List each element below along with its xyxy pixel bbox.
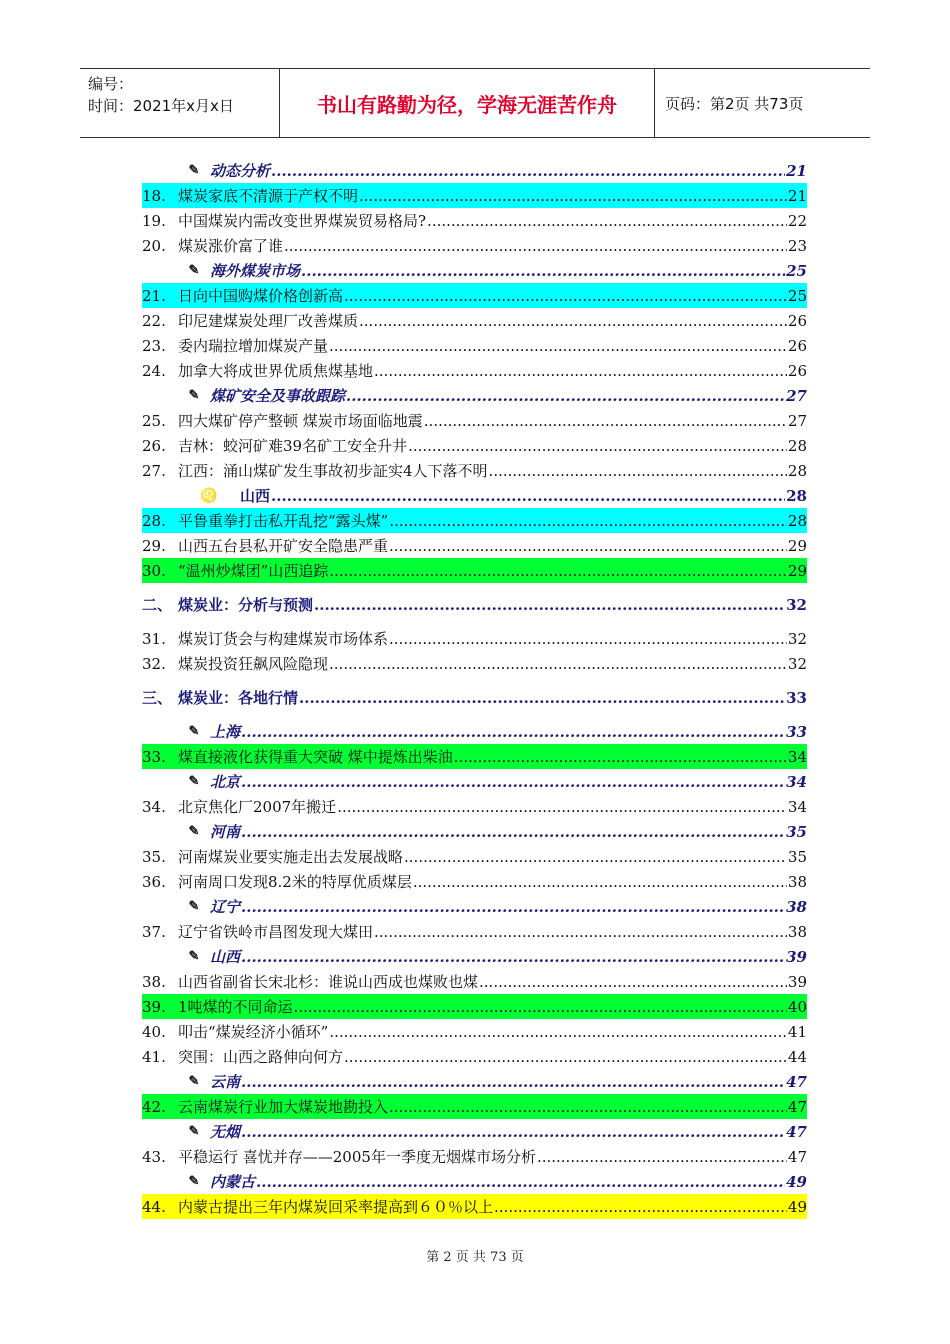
toc-page-number: 32 [787,629,807,648]
toc-entry[interactable] [142,651,807,676]
toc-leader-dots [329,655,787,673]
toc-page-number: 39 [786,947,807,966]
toc-page-number: 26 [787,361,807,380]
toc-entry[interactable] [142,308,807,333]
toc-entry-title: 吉林：蛟河矿难39名矿工安全升井 [178,437,408,455]
toc-leader-dots [424,412,787,430]
toc-leader-dots [241,948,785,966]
bullet-icon: ✎ [188,388,200,403]
toc-entry-title: 辽宁 [210,898,241,916]
toc-page-number: 27 [787,411,807,430]
page-footer: 第 2 页 共 73 页 [426,1250,524,1265]
toc-leader-dots [413,873,787,891]
toc-section-heading[interactable] [142,592,807,617]
toc-entry[interactable] [142,794,807,819]
toc-entry[interactable] [142,283,807,308]
toc-leader-dots [329,1023,787,1041]
toc-entry-number: 20. [142,236,166,255]
toc-entry-title: 河南周口发现8.2米的特厚优质煤层 [178,873,412,891]
toc-entry-title: 突围：山西之路伸向何方 [178,1048,344,1066]
toc-page-number: 35 [787,847,807,866]
toc-leader-dots [489,462,787,480]
toc-page-number: 27 [786,386,807,405]
toc-entry[interactable] [142,433,807,458]
toc-page-number: 47 [786,1122,807,1141]
toc-entry[interactable] [142,1144,807,1169]
toc-entry-title: 辽宁省铁岭市昌图发现大煤田 [178,923,374,941]
toc-page-number: 44 [787,1047,807,1066]
toc-entry[interactable] [142,1094,807,1119]
toc-leader-dots [301,262,785,280]
toc-entry[interactable] [142,183,807,208]
toc-page-number: 35 [786,822,807,841]
toc-entry-number: 22. [142,311,166,330]
toc-page-number: 34 [787,747,807,766]
toc-entry[interactable] [142,1019,807,1044]
toc-subheading[interactable] [142,769,807,794]
toc-page-number: 41 [787,1022,807,1041]
toc-page-number: 38 [787,872,807,891]
toc-entry-number: 25. [142,411,166,430]
toc-leader-dots [314,596,785,614]
toc-entry-title: 平稳运行 喜忧并存——2005年一季度无烟煤市场分析 [178,1148,536,1166]
toc-entry-number: 44. [142,1197,166,1216]
toc-entry-number: 32. [142,654,166,673]
toc-page-number: 29 [787,536,807,555]
toc-page-number: 32 [786,595,807,614]
header-id-label: 编号： [88,75,134,93]
toc-entry-title: 煤炭涨价富了谁 [178,237,284,255]
toc-leader-dots [479,973,787,991]
toc-leader-dots [241,1123,785,1141]
toc-entry-number: 31. [142,629,166,648]
toc-page-number: 32 [787,654,807,673]
bullet-icon: ✎ [188,724,200,739]
toc-entry[interactable] [142,969,807,994]
toc-entry[interactable] [142,869,807,894]
toc-entry-number: 33. [142,747,166,766]
toc-entry-number: 38. [142,972,166,991]
toc-leader-dots [241,773,785,791]
toc-leader-dots [389,537,787,555]
toc-page-number: 47 [787,1097,807,1116]
bullet-icon: ✎ [188,1174,200,1189]
toc-subheading[interactable] [142,158,807,183]
toc-entry-title: “温州炒煤团”山西追踪 [178,562,329,580]
toc-entry-number: 27. [142,461,166,480]
toc-entry[interactable] [142,233,807,258]
toc-entry[interactable] [142,919,807,944]
toc-section-heading[interactable] [142,685,807,710]
toc-page-number: 26 [787,336,807,355]
toc-leader-dots [344,1048,787,1066]
toc-entry-title: 山西 [240,487,271,505]
toc-leader-dots [256,1173,785,1191]
toc-entry-title: 委内瑞拉增加煤炭产量 [178,337,329,355]
bullet-icon: ✎ [188,949,200,964]
toc-page-number: 33 [786,722,807,741]
toc-entry-title: 云南煤炭行业加大煤炭地勘投入 [178,1098,389,1116]
toc-entry-title: 加拿大将成世界优质焦煤基地 [178,362,374,380]
toc-entry[interactable] [142,533,807,558]
toc-entry-title: 中国煤炭内需改变世界煤炭贸易格局? [178,212,427,230]
toc-leader-dots [241,823,785,841]
toc-entry[interactable] [142,558,807,583]
toc-entry-number: 39. [142,997,166,1016]
toc-entry-title: 四大煤矿停产整顿 煤炭市场面临地震 [178,412,423,430]
toc-entry-title: 煤炭家底不清源于产权不明 [178,187,359,205]
toc-page-number: 39 [787,972,807,991]
toc-entry-title: 山西 [210,948,241,966]
toc-leader-dots [346,387,785,405]
toc-page-number: 28 [786,486,807,505]
bullet-icon: ✎ [188,824,200,839]
toc-leader-dots [299,689,785,707]
toc-leader-dots [454,748,787,766]
toc-page-number: 49 [786,1172,807,1191]
toc-entry-title: 煤直接液化获得重大突破 煤中提炼出柴油 [178,748,453,766]
toc-leader-dots [359,187,787,205]
toc-leader-dots [389,630,787,648]
toc-entry-title: 印尼建煤炭处理厂改善煤质 [178,312,359,330]
toc-entry-title: 北京 [210,773,241,791]
toc-entry-title: 海外煤炭市场 [210,262,301,280]
toc-entry[interactable] [142,744,807,769]
toc-entry-number: 43. [142,1147,166,1166]
toc-section-number: 三、 [142,689,173,707]
toc-subheading[interactable] [142,819,807,844]
toc-section-number: 二、 [142,596,173,614]
toc-leader-dots [359,312,787,330]
toc-entry-title: 1吨煤的不同命运 [178,998,293,1016]
toc-page-number: 28 [787,461,807,480]
toc-page-number: 34 [786,772,807,791]
toc-subheading[interactable] [142,944,807,969]
toc-leader-dots [404,848,787,866]
toc-entry-number: 35. [142,847,166,866]
toc-page-number: 25 [787,286,807,305]
toc-entry-number: 30. [142,561,166,580]
toc-page-number: 38 [786,897,807,916]
toc-entry-number: 21. [142,286,166,305]
toc-entry-title: 日向中国购煤价格创新高 [178,287,344,305]
toc-subheading[interactable] [142,1069,807,1094]
toc-entry-number: 41. [142,1047,166,1066]
toc-leader-dots [329,562,787,580]
header-page-info: 页码：第2页 共73页 [665,94,804,113]
bullet-icon: ✎ [188,1124,200,1139]
toc-page-number: 25 [786,261,807,280]
page-header [80,68,870,138]
toc-page-number: 47 [787,1147,807,1166]
toc-entry[interactable] [142,208,807,233]
toc-entry-title: 煤炭业：各地行情 [178,689,299,707]
toc-page-number: 40 [787,997,807,1016]
toc-page-number: 38 [787,922,807,941]
toc-entry-title: 北京焦化厂2007年搬迁 [178,798,337,816]
toc-subheading[interactable] [142,719,807,744]
toc-page-number: 34 [787,797,807,816]
toc-page-number: 21 [786,161,807,180]
bullet-icon: ✎ [188,774,200,789]
toc-leader-dots [271,487,785,505]
toc-entry[interactable] [142,844,807,869]
table-of-contents [142,158,807,1219]
toc-leader-dots [537,1148,787,1166]
toc-page-number: 21 [787,186,807,205]
toc-leader-dots [329,337,787,355]
toc-leader-dots [427,212,787,230]
toc-entry-number: 28. [142,511,166,530]
toc-entry-number: 42. [142,1097,166,1116]
toc-page-number: 47 [786,1072,807,1091]
toc-entry-title: 河南 [210,823,241,841]
toc-page-number: 28 [787,511,807,530]
toc-entry-title: 平鲁重拳打击私开乱挖“露头煤” [178,512,389,530]
toc-entry[interactable] [142,358,807,383]
toc-leader-dots [241,1073,785,1091]
toc-entry[interactable] [142,994,807,1019]
toc-leader-dots [374,923,787,941]
bullet-icon: ✎ [188,263,200,278]
toc-entry-number: 40. [142,1022,166,1041]
toc-leader-dots [408,437,787,455]
toc-leader-dots [241,723,785,741]
toc-leader-dots [294,998,787,1016]
toc-page-number: 22 [787,211,807,230]
toc-page-number: 26 [787,311,807,330]
toc-entry[interactable] [142,333,807,358]
toc-entry-number: 37. [142,922,166,941]
toc-page-number: 33 [786,688,807,707]
toc-leader-dots [337,798,787,816]
toc-entry-title: 煤炭订货会与构建煤炭市场体系 [178,630,389,648]
toc-entry-number: 19. [142,211,166,230]
toc-entry[interactable] [142,458,807,483]
toc-entry-number: 23. [142,336,166,355]
toc-entry-title: 江西：涌山煤矿发生事故初步証实4人下落不明 [178,462,488,480]
toc-page-number: 28 [787,436,807,455]
toc-leader-dots [389,512,787,530]
bullet-icon: ✎ [188,1074,200,1089]
toc-subheading[interactable] [142,483,807,508]
toc-entry-number: 29. [142,536,166,555]
toc-entry-title: 内蒙古 [210,1173,256,1191]
toc-entry[interactable] [142,626,807,651]
toc-page-number: 23 [787,236,807,255]
toc-page-number: 49 [787,1197,807,1216]
toc-page-number: 29 [787,561,807,580]
toc-subheading[interactable] [142,894,807,919]
toc-entry-title: 河南煤炭业要实施走出去发展战略 [178,848,404,866]
header-time-label: 时间：2021年x月x日 [88,97,234,115]
toc-subheading[interactable] [142,258,807,283]
toc-entry-title: 煤炭投资狂飙风险隐现 [178,655,329,673]
toc-entry-title: 煤矿安全及事故跟踪 [210,387,346,405]
toc-entry-number: 36. [142,872,166,891]
toc-entry[interactable] [142,1044,807,1069]
toc-leader-dots [344,287,787,305]
toc-entry[interactable] [142,408,807,433]
toc-entry[interactable] [142,508,807,533]
toc-entry-title: 山西五台县私开矿安全隐患严重 [178,537,389,555]
toc-leader-dots [271,162,785,180]
bullet-icon: ✎ [188,163,200,178]
toc-entry-title: 内蒙古提出三年内煤炭回采率提高到６０％以上 [178,1198,494,1216]
toc-subheading[interactable] [142,383,807,408]
toc-leader-dots [494,1198,787,1216]
toc-leader-dots [374,362,787,380]
header-motto: 书山有路勤为径，学海无涯苦作舟 [280,69,655,137]
toc-entry-title: 云南 [210,1073,241,1091]
toc-entry-number: 34. [142,797,166,816]
toc-entry-number: 24. [142,361,166,380]
toc-leader-dots [241,898,785,916]
bullet-icon: ✎ [188,899,200,914]
toc-entry[interactable] [142,1194,807,1219]
toc-entry-title: 无烟 [210,1123,241,1141]
toc-entry-title: 叩击“煤炭经济小循环” [178,1023,329,1041]
toc-leader-dots [284,237,787,255]
toc-subheading[interactable] [142,1169,807,1194]
toc-entry-title: 煤炭业：分析与预测 [178,596,314,614]
bullet-icon: ♌ [200,487,218,504]
header-meta [80,69,280,137]
toc-entry-title: 动态分析 [210,162,271,180]
toc-entry-title: 上海 [210,723,241,741]
toc-entry-title: 山西省副省长宋北杉：谁说山西成也煤败也煤 [178,973,479,991]
toc-leader-dots [389,1098,787,1116]
toc-entry-number: 26. [142,436,166,455]
toc-entry-number: 18. [142,186,166,205]
toc-subheading[interactable] [142,1119,807,1144]
